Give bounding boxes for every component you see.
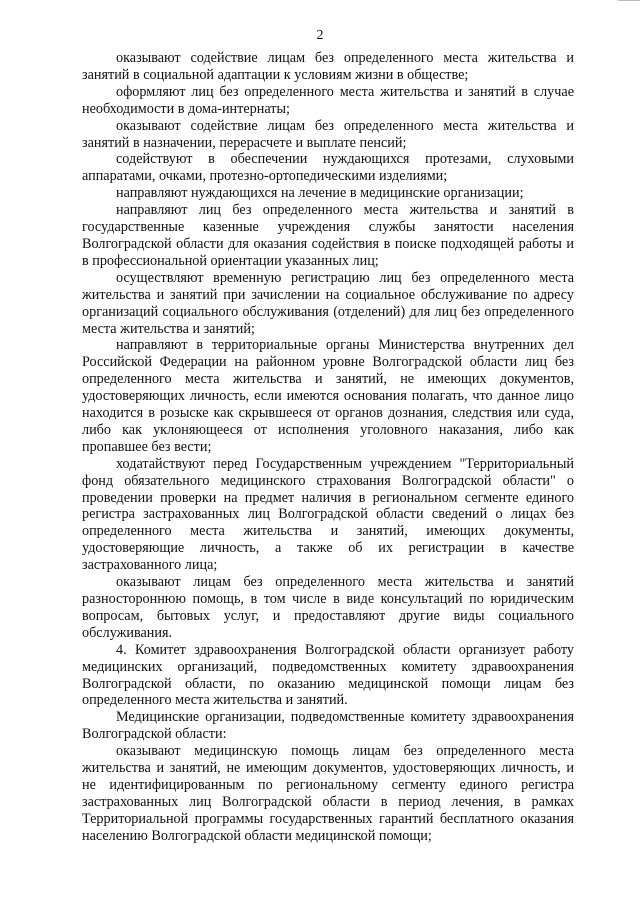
paragraph: направляют в территориальные органы Министерства внутренних дел Российской Федерации на районном уровне Волгоградской области лиц без определенного места жительства и занятий, не имеющих документов, удостоверяющих личность, если имеются основания полагать, что данное лицо находится в розыске как скрывшееся от органов дознания, следствия или суда, либо как уклоняющееся от исполнения уголовного наказания, либо как пропавшее без вести; <box>82 337 574 455</box>
paragraph: Медицинские организации, подведомственные комитету здравоохранения Волгоградской области: <box>82 709 574 743</box>
paragraph: оказывают лицам без определенного места жительства и занятий разностороннюю помощь, в том числе в виде консультаций по юридическим вопросам, бытовых услуг, и предоставляют другие виды социального обслуживания. <box>82 574 574 641</box>
paragraph: оказывают содействие лицам без определенного места жительства и занятий в назначении, перерасчете и выплате пенсий; <box>82 117 574 151</box>
paragraph: направляют лиц без определенного места жительства и занятий в государственные казенные учреждения службы занятости населения Волгоградской области для оказания содействия в поиске подходящей работы и в профессиональной ориентации указанных лиц; <box>82 202 574 269</box>
paragraph: оказывают медицинскую помощь лицам без определенного места жительства и занятий, не имеющим документов, удостоверяющих личность, и не идентифицированным по региональному сегменту единого регистра застрахованных лиц Волгоградской области в период лечения, в рамках Территориальной программы государственных гарантий бесплатного оказания населению Волгоградской области медицинской помощи; <box>82 743 574 844</box>
page-number: 2 <box>316 28 324 43</box>
paragraph: 4. Комитет здравоохранения Волгоградской области организует работу медицинских организаций, подведомственных комитету здравоохранения Волгоградской области, по оказанию медицинской помощи лицам без определенного места жительства и занятий. <box>82 641 574 709</box>
paragraph: оказывают содействие лицам без определенного места жительства и занятий в социальной адаптации к условиям жизни в обществе; <box>82 50 574 83</box>
paragraph: осуществляют временную регистрацию лиц без определенного места жительства и занятий при зачислении на социальное обслуживание по адресу организаций социального обслуживания (отделений) для лиц без определенного места жительства и занятий; <box>82 269 574 337</box>
document-body <box>82 50 574 845</box>
paragraph: оформляют лиц без определенного места жительства и занятий в случае необходимости в дома-интернаты; <box>82 83 574 117</box>
scan-corner-mark <box>618 0 640 4</box>
paragraph: содействуют в обеспечении нуждающихся протезами, слуховыми аппаратами, очками, протезно-ортопедическими изделиями; <box>82 151 574 185</box>
paragraph: ходатайствуют перед Государственным учреждением "Территориальный фонд обязательного медицинского страхования Волгоградской области" о проведении проверки на предмет наличия в региональном сегменте единого регистра застрахованных лиц Волгоградской области сведений о лицах без определенного места жительства и занятий, имеющих документы, удостоверяющие личность, а также об их регистрации в качестве застрахованного лица; <box>82 455 574 574</box>
paragraph: направляют нуждающихся на лечение в медицинские организации; <box>116 185 524 202</box>
